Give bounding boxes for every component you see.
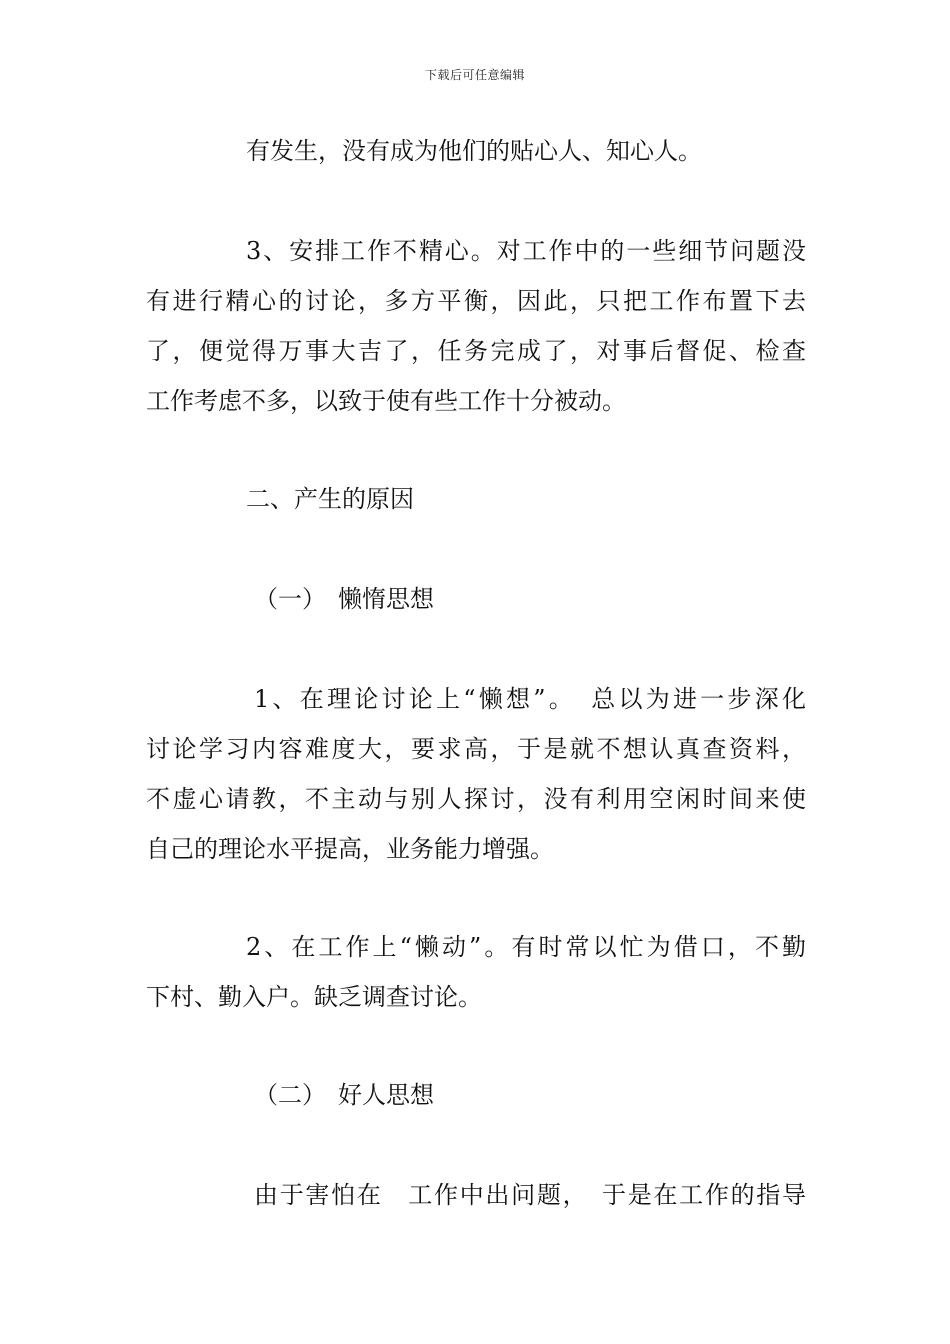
subsection-heading-1 — [146, 574, 806, 624]
subheading-text: （二） 好人思想 — [254, 1081, 434, 1109]
continuation-line — [146, 126, 806, 176]
paragraph-last — [146, 1170, 806, 1220]
text-line: 2、在工作上“懒动”。有时常以忙为借口，不勤 — [246, 933, 806, 961]
text-line: 讨论学习内容难度大，要求高，于是就不想认真查资料， — [146, 735, 806, 763]
text-line: 有发生，没有成为他们的贴心人、知心人。 — [246, 137, 702, 165]
text-line: 不虚心请教，不主动与别人探讨，没有利用空闲时间来使 — [146, 785, 806, 813]
text-line: 了，便觉得万事大吉了，任务完成了，对事后督促、检查 — [146, 337, 806, 365]
text-line: 工作考虑不多，以致于使有些工作十分被动。 — [146, 387, 626, 415]
text-line: 1、在理论讨论上“懒想”。 总以为进一步深化 — [254, 685, 806, 713]
subsection-heading-2 — [146, 1070, 806, 1120]
text-line: 有进行精心的讨论，多方平衡，因此，只把工作布置下去 — [146, 287, 806, 315]
paragraph-2 — [146, 922, 806, 1022]
header-note: 下载后可任意编辑 — [424, 68, 525, 82]
section-heading — [146, 474, 806, 524]
subheading-text: （一） 懒惰思想 — [254, 585, 434, 613]
text-line: 由于害怕在 工作中出问题， 于是在工作的指导 — [254, 1181, 806, 1209]
paragraph-1 — [146, 674, 806, 874]
text-line: 下村、勤入户。缺乏调查讨论。 — [146, 983, 482, 1011]
text-line: 自己的理论水平提高，业务能力增强。 — [146, 835, 554, 863]
heading-text: 二、产生的原因 — [246, 485, 414, 513]
text-line: 3、安排工作不精心。对工作中的一些细节问题没 — [246, 237, 806, 265]
paragraph-3 — [146, 226, 806, 426]
